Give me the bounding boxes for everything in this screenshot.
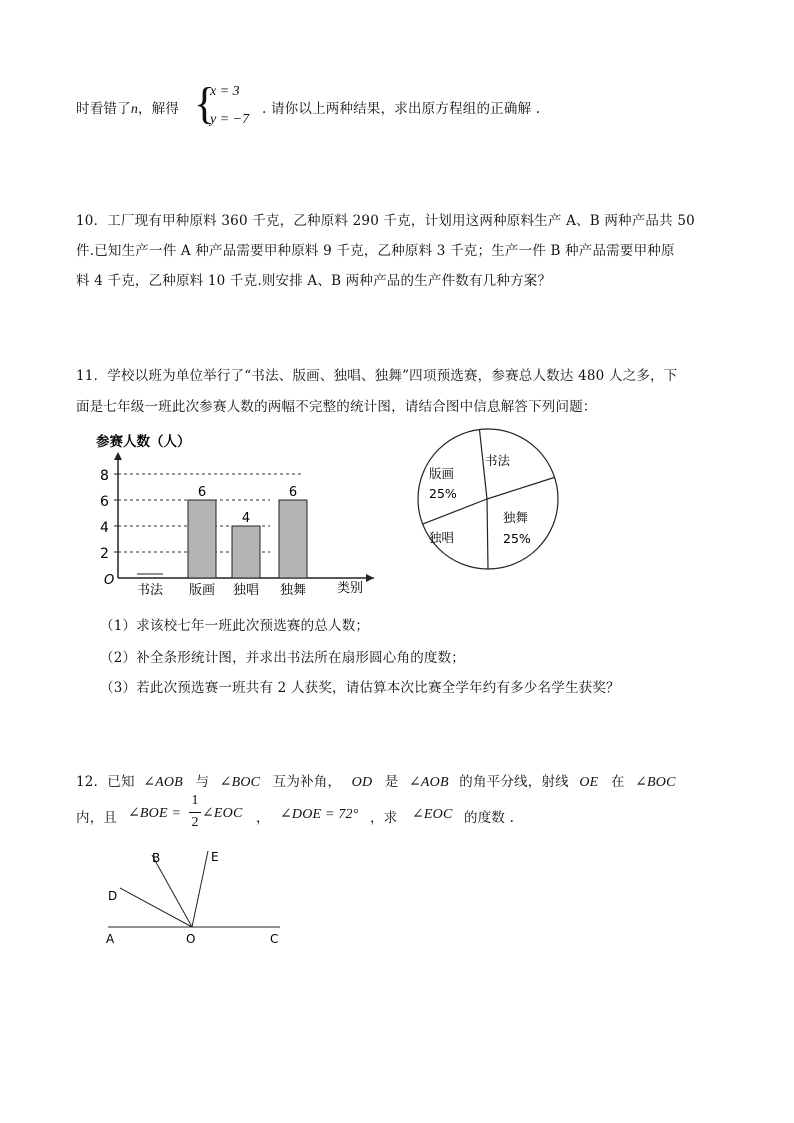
- q11-line1: 11．学校以班为单位举行了“书法、版画、独唱、独舞”四项预选赛，参赛总人数达 480 人之多，下: [76, 368, 678, 384]
- q12-qiu: ，求: [370, 810, 398, 826]
- q9-prefix: 时看错了: [76, 101, 131, 117]
- y-tick-label: 8: [100, 468, 109, 484]
- q12-pingfen: 的角平分线，射线: [459, 774, 569, 790]
- q12-oe: OE: [579, 775, 599, 790]
- q11-sub3: （3）若此次预选赛一班共有 2 人获奖，请估算本次比赛全学年约有多少名学生获奖？: [100, 680, 620, 696]
- bar-value-label: 4: [241, 511, 251, 526]
- q12-hubu: 互为补角，: [272, 774, 342, 790]
- y-tick-label: 2: [100, 546, 109, 562]
- q12-od: OD: [351, 775, 373, 790]
- bar-value-label: 6: [288, 485, 298, 500]
- pie-slice-percent: 25%: [503, 531, 531, 546]
- origin-label: O: [104, 573, 115, 588]
- q12-yu: 与: [195, 774, 210, 790]
- bar: [232, 526, 260, 578]
- pie-slice-label: 独唱: [429, 530, 455, 545]
- pie-slice-percent: 25%: [429, 486, 457, 501]
- geometry-figure: [100, 843, 300, 953]
- pie-chart: [413, 424, 563, 574]
- bar: [279, 500, 307, 578]
- bar: [188, 500, 216, 578]
- pie-slice-label: 书法: [485, 453, 511, 468]
- x-tick-label: 版画: [188, 583, 216, 598]
- q12-eoc-2: ∠EOC: [412, 807, 453, 822]
- q12-angle-boc: ∠BOC: [219, 775, 261, 790]
- q12-angle-aob: ∠AOB: [143, 775, 183, 790]
- q11-sub1: （1）求该校七年一班此次预选赛的总人数；: [100, 618, 370, 634]
- q9-system-brace: {: [194, 79, 216, 128]
- label-c: C: [270, 932, 279, 946]
- q12-angle-boc-2: ∠BOC: [635, 775, 676, 790]
- q11-sub2: （2）补全条形统计图，并求出书法所在扇形圆心角的度数；: [100, 650, 465, 666]
- x-tick-label: 独舞: [279, 583, 307, 598]
- q12-angle-aob-2: ∠AOB: [409, 775, 449, 790]
- label-e: E: [211, 850, 219, 864]
- q9-eq-x: x = 3: [210, 84, 240, 99]
- bar-chart-ylabel: 参赛人数（人）: [96, 434, 191, 450]
- q10-line2: 件.已知生产一件 A 种产品需要甲种原料 9 千克，乙种原料 3 千克；生产一件 B 种产品需要甲种原: [76, 243, 675, 259]
- bar-value-label: 6: [197, 485, 207, 500]
- q12-boe-eq: ∠BOE =: [128, 806, 182, 821]
- q12-frac-den: 2: [191, 815, 199, 830]
- q9-line: [76, 97, 179, 118]
- pie-slice-label: 独舞: [503, 510, 529, 525]
- pie-slice-label: 版画: [429, 466, 455, 481]
- label-b: B: [152, 851, 161, 865]
- q12-num: 12．已知: [76, 774, 135, 790]
- label-d: D: [108, 889, 118, 903]
- ray-oe: [192, 851, 208, 927]
- y-tick-label: 6: [100, 494, 109, 510]
- x-tick-label: 独唱: [232, 583, 260, 598]
- x-tick-label: 书法: [136, 583, 164, 598]
- q12-shi: 是: [384, 774, 399, 790]
- q12-line2: [76, 806, 117, 826]
- x-axis-label: 类别: [337, 581, 364, 596]
- q12-zai: 在: [610, 774, 625, 790]
- q12-doe: ∠DOE = 72°: [280, 807, 359, 822]
- q10-line3: 料 4 千克，乙种原料 10 千克.则安排 A、B 两种产品的生产件数有几种方案？: [76, 273, 552, 289]
- y-axis-arrow: [114, 452, 122, 460]
- q9-suffix: . 请你以上两种结果，求出原方程组的正确解 .: [262, 101, 541, 117]
- q11-line2: 面是七年级一班此次参赛人数的两幅不完整的统计图，请结合图中信息解答下列问题：: [76, 399, 597, 415]
- q12-comma: ，: [256, 810, 270, 826]
- q12-frac-num: 1: [191, 793, 199, 808]
- q9-middle: ，解得: [138, 101, 180, 117]
- q12-dushu: 的度数 .: [464, 810, 515, 826]
- bar-chart: [90, 428, 390, 598]
- q12-eoc: ∠EOC: [202, 806, 243, 821]
- q12-line2-prefix: 内，且: [76, 810, 118, 826]
- x-axis-arrow: [366, 574, 374, 582]
- q9-var-n: n: [130, 102, 139, 117]
- q12-line1: [76, 770, 676, 791]
- y-tick-label: 4: [100, 520, 109, 536]
- q9-eq-y: y = −7: [210, 112, 250, 127]
- label-o: O: [186, 932, 196, 946]
- q10-line1: 10．工厂现有甲种原料 360 千克，乙种原料 290 千克，计划用这两种原料生产 A、B 两种产品共 50: [76, 213, 695, 229]
- label-a: A: [106, 932, 115, 946]
- q12-frac-bar: [189, 812, 201, 813]
